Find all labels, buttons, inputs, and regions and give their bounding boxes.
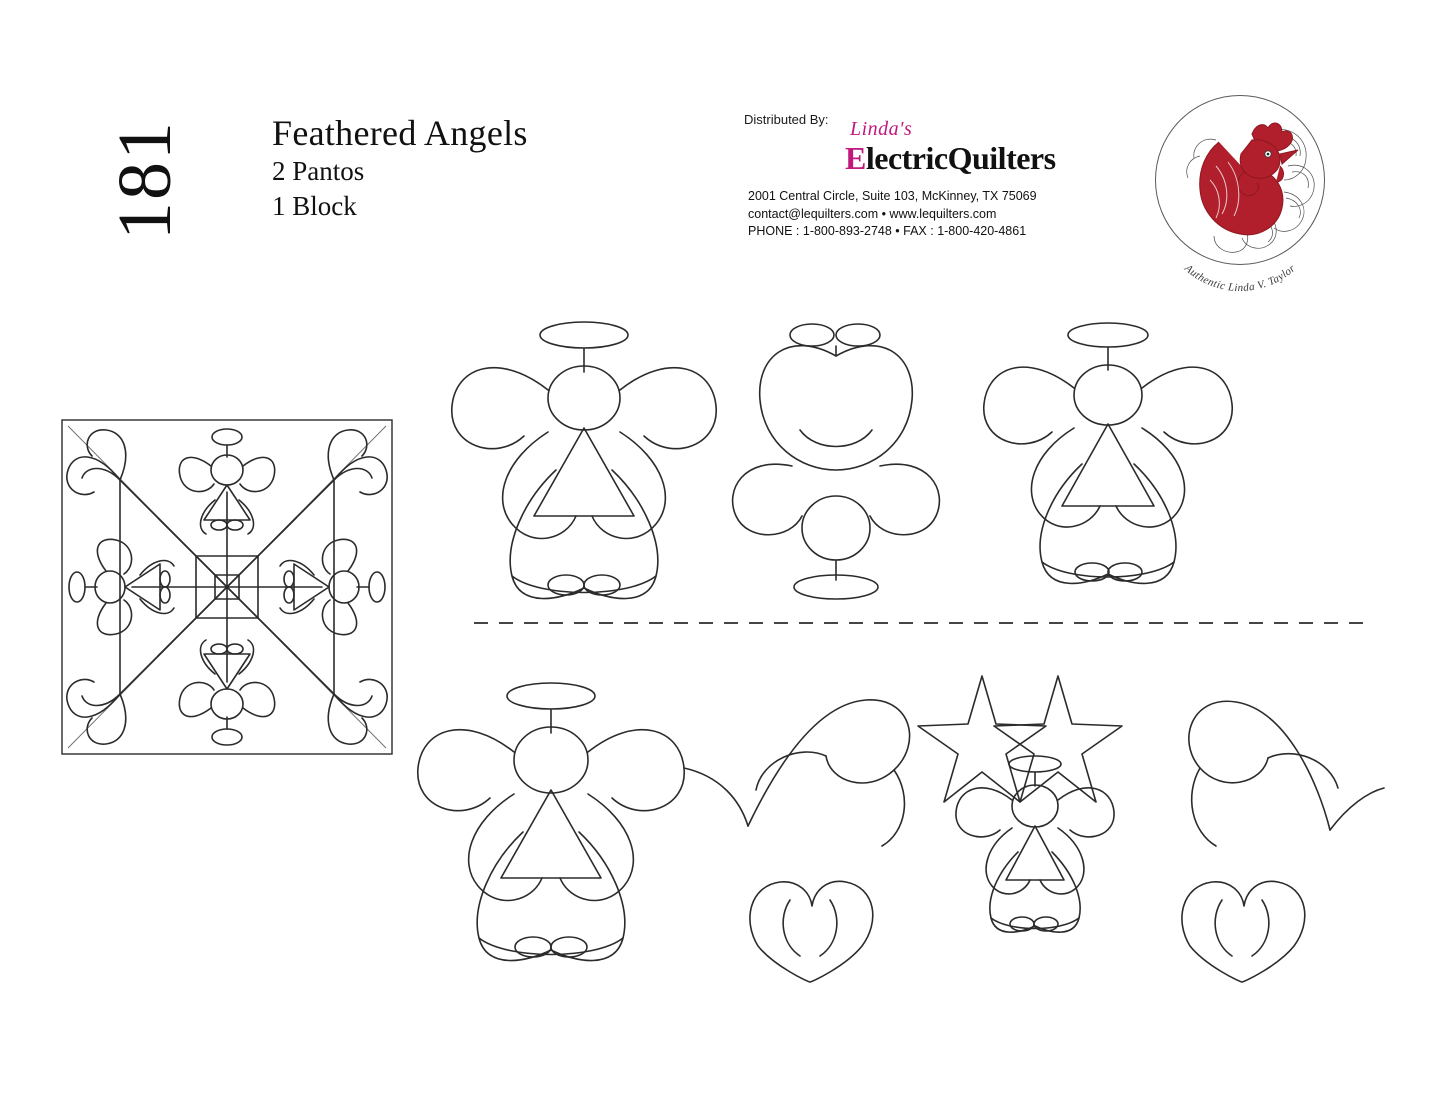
panto2-small-angel: [956, 756, 1114, 932]
page-title: Feathered Angels: [272, 113, 528, 153]
distributor-contact-lines: [748, 188, 1078, 241]
brand-word-lectric: lectric: [865, 140, 948, 176]
block-angel-top: [179, 429, 274, 534]
brand-letter-e: E: [845, 140, 866, 176]
block-angel-bottom: [179, 640, 274, 745]
title-block: [272, 112, 528, 224]
brand-word-uilters: uilters: [971, 140, 1056, 176]
panto1-angel-right: [984, 323, 1232, 583]
block-angel-left: [69, 539, 174, 634]
logo-arc-text: [1155, 225, 1325, 300]
svg-text:Authentic Linda V. Taylor: [1181, 262, 1298, 294]
distributed-by-label: Distributed By:: [744, 112, 829, 127]
artwork-caption: [0, 0, 1, 1]
lindas-wordmark: Linda's: [850, 118, 913, 140]
panto1-angel-left: [452, 322, 716, 599]
electric-quilters-wordmark: [845, 140, 1056, 177]
contact-line: contact@lequilters.com • www.lequilters.com: [748, 206, 997, 221]
subtitle-block: 1 Block: [272, 191, 357, 221]
rooster-logo: [1155, 95, 1325, 300]
panto2-feather-cluster: [748, 676, 1384, 982]
panto-row-1: [452, 322, 1232, 599]
pattern-number: 181: [102, 120, 187, 240]
subtitle-pantos: 2 Pantos: [272, 156, 365, 186]
block-angel-right: [280, 539, 385, 634]
panto1-angel-center-inverted: [733, 324, 940, 599]
address-line: 2001 Central Circle, Suite 103, McKinney, TX 75069: [748, 189, 1037, 203]
panto2-angel-left: [418, 683, 748, 961]
arc-text-content: Authentic Linda V. Taylor: [1182, 262, 1298, 295]
phone-fax-line: PHONE : 1-800-893-2748 • FAX : 1-800-420-4861: [748, 224, 1027, 238]
panto-row-2: [418, 676, 1384, 982]
brand-letter-q: Q: [947, 140, 972, 176]
block-design: [62, 420, 392, 754]
